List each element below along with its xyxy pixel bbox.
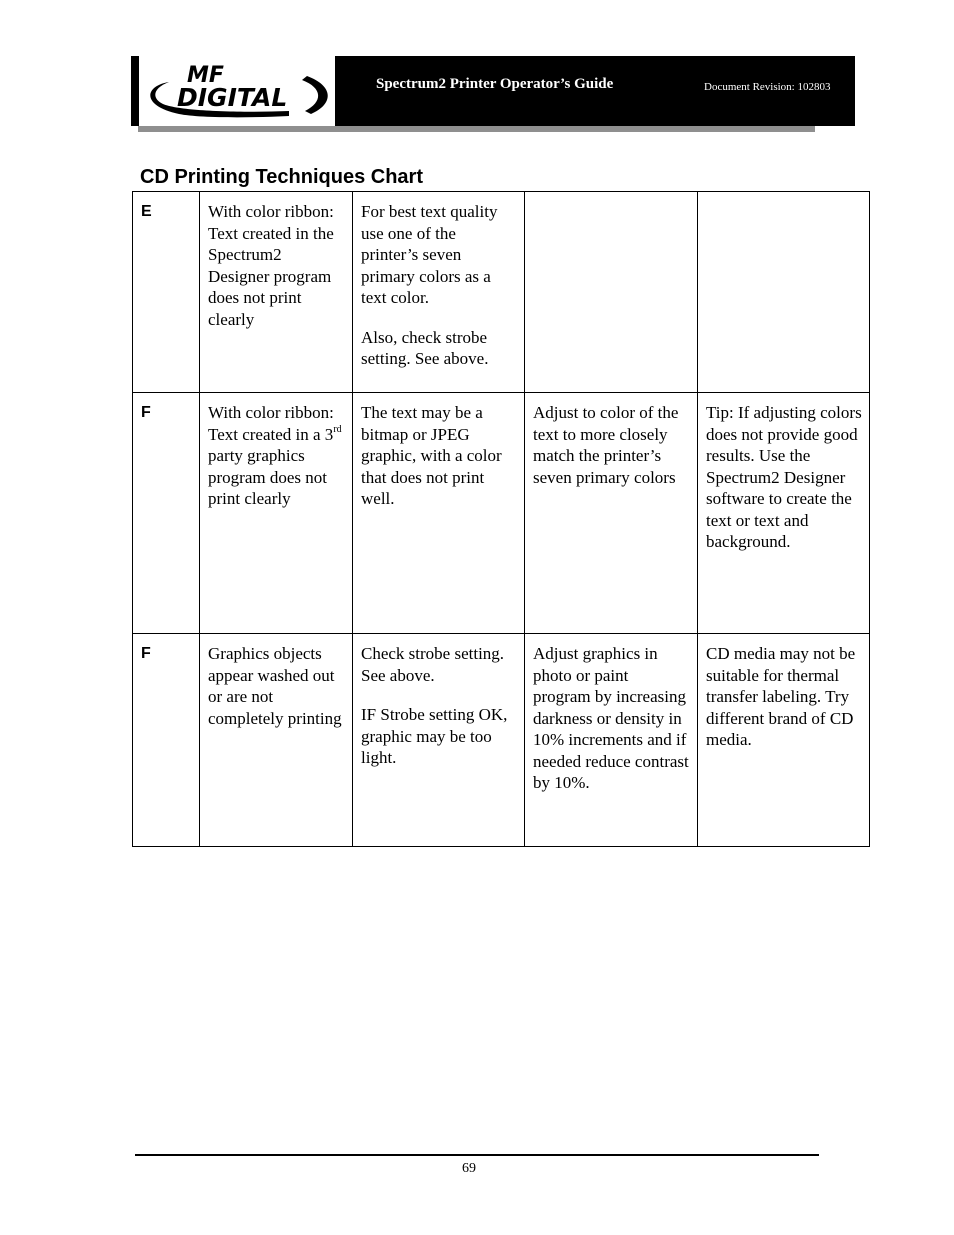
tip-cell: Tip: If adjusting colors does not provide good results. Use the Spectrum2 Designer software to create the text or text and background. xyxy=(698,393,870,634)
table-row xyxy=(133,192,870,393)
document-revision: Document Revision: 102803 xyxy=(704,81,831,93)
row-code: F xyxy=(133,634,200,847)
cause-cell: The text may be a bitmap or JPEG graphic, with a color that does not print well. xyxy=(353,393,525,634)
table-row xyxy=(133,634,870,847)
page-header xyxy=(131,56,855,126)
problem-text: With color ribbon: Text created in a 3 xyxy=(208,403,334,444)
problem-text: party graphics program does not print clearly xyxy=(208,446,327,508)
tip-cell: CD media may not be suitable for thermal transfer labeling. Try different brand of CD media. xyxy=(698,634,870,847)
cause-text: Also, check strobe setting. See above. xyxy=(361,327,489,368)
page-number: 69 xyxy=(462,1161,476,1176)
tip-cell xyxy=(698,192,870,393)
solution-cell: Adjust to color of the text to more closely match the printer’s seven primary colors xyxy=(525,393,698,634)
svg-text:MF: MF xyxy=(187,63,224,88)
problem-cell xyxy=(200,393,353,634)
cause-text: For best text quality use one of the printer’s seven primary colors as a text color. xyxy=(361,202,498,307)
document-title: Spectrum2 Printer Operator’s Guide xyxy=(376,76,614,92)
problem-cell: With color ribbon: Text created in the Spectrum2 Designer program does not print clearly xyxy=(200,192,353,393)
cause-text: Check strobe setting. See above. xyxy=(361,644,505,685)
row-code: E xyxy=(133,192,200,393)
cause-cell xyxy=(353,634,525,847)
solution-cell: Adjust graphics in photo or paint program by increasing darkness or density in 10% increments and if needed reduce contrast by 10%. xyxy=(525,634,698,847)
solution-cell xyxy=(525,192,698,393)
footer-rule xyxy=(135,1154,819,1156)
table-row xyxy=(133,393,870,634)
problem-cell: Graphics objects appear washed out or are not completely printing xyxy=(200,634,353,847)
superscript-rd: rd xyxy=(333,423,342,435)
section-title: CD Printing Techniques Chart xyxy=(140,166,423,188)
cause-cell xyxy=(353,192,525,393)
techniques-chart-table xyxy=(132,191,870,847)
mf-digital-logo xyxy=(139,56,335,126)
svg-text:DIGITAL: DIGITAL xyxy=(177,83,288,112)
cause-text: IF Strobe setting OK, graphic may be too light. xyxy=(361,705,508,767)
row-code: F xyxy=(133,393,200,634)
